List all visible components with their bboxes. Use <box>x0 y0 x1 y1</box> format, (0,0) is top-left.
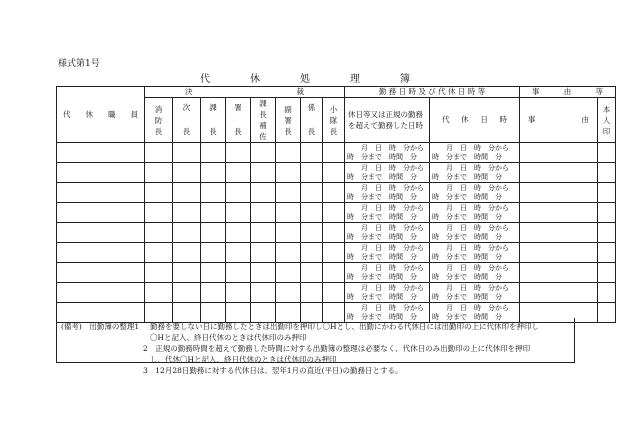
ledger-cell <box>276 183 301 203</box>
ledger-cell <box>173 223 201 243</box>
inkan-cell <box>598 163 616 183</box>
remark-2b: し、代休〇Hと記入、終日代休のときは代休印のみ押印 <box>150 355 337 364</box>
ledger-row <box>57 163 616 183</box>
ledger-cell <box>145 143 173 163</box>
inkan-cell <box>598 283 616 303</box>
ledger-cell <box>301 183 323 203</box>
ledger-cell <box>201 283 226 303</box>
ledger-cell <box>201 243 226 263</box>
shokuin-cell <box>57 183 145 203</box>
kinmu-nichiji-cell: 月 日 時 分から 時 分まで 時間 分 <box>345 303 430 323</box>
ledger-cell <box>173 183 201 203</box>
remarks-label: (備考) 出勤簿の整理1 <box>61 322 140 331</box>
ledger-cell <box>520 223 598 243</box>
ledger-cell <box>323 163 345 183</box>
ledger-table <box>56 86 616 323</box>
header-jiyu-tou: 事 由 等 <box>520 87 616 98</box>
ledger-cell <box>145 163 173 183</box>
daikyu-nichiji-cell: 月 日 時 分から 時 分まで 時間 分 <box>430 263 520 283</box>
inkan-cell <box>598 263 616 283</box>
title-char: 代 <box>200 74 210 85</box>
title-char: 簿 <box>400 74 410 85</box>
ledger-cell <box>520 283 598 303</box>
shokuin-cell <box>57 283 145 303</box>
inkan-cell <box>598 143 616 163</box>
ledger-cell <box>173 163 201 183</box>
ledger-cell <box>301 143 323 163</box>
inkan-cell <box>598 203 616 223</box>
ledger-cell <box>323 143 345 163</box>
header-fukushochou: 副 署 長 <box>276 98 301 143</box>
daikyu-nichiji-cell: 月 日 時 分から 時 分まで 時間 分 <box>430 243 520 263</box>
ledger-cell <box>276 223 301 243</box>
header-jicho: 次 長 <box>173 98 201 143</box>
ledger-cell <box>201 183 226 203</box>
ledger-cell <box>201 223 226 243</box>
header-kinmu-nichiji: 勤 務 日 時 及 び 代 休 日 時 等 <box>345 87 520 98</box>
header-shochou: 署 長 <box>226 98 251 143</box>
ledger-cell <box>251 243 276 263</box>
ledger-cell <box>520 143 598 163</box>
ledger-cell <box>201 263 226 283</box>
header-kakarichou: 係 長 <box>301 98 323 143</box>
ledger-cell <box>251 183 276 203</box>
header-daikyu-shokuin: 代 休 職 員 <box>57 87 145 143</box>
header-row-top <box>57 87 616 98</box>
ledger-cell <box>173 243 201 263</box>
ledger-cell <box>276 203 301 223</box>
ledger-cell <box>226 223 251 243</box>
page-title <box>200 70 410 85</box>
ledger-cell <box>301 263 323 283</box>
title-char: 理 <box>350 74 360 85</box>
shokuin-cell <box>57 263 145 283</box>
ledger-cell <box>251 223 276 243</box>
ledger-cell <box>173 283 201 303</box>
ledger-cell <box>201 163 226 183</box>
ledger-row <box>57 243 616 263</box>
ledger-cell <box>173 203 201 223</box>
ledger-cell <box>145 263 173 283</box>
ledger-row <box>57 223 616 243</box>
ledger-cell <box>276 243 301 263</box>
kinmu-nichiji-cell: 月 日 時 分から 時 分まで 時間 分 <box>345 203 430 223</box>
ledger-cell <box>301 283 323 303</box>
header-kachouhosa: 課 長 補 佐 <box>251 98 276 143</box>
ledger-cell <box>251 143 276 163</box>
ledger-row <box>57 183 616 203</box>
remark-1b: 〇Hと記入、終日代休のときは代休印のみ押印 <box>150 333 307 342</box>
ledger-cell <box>276 163 301 183</box>
ledger-cell <box>226 243 251 263</box>
header-kachou: 課 長 <box>201 98 226 143</box>
ledger-cell <box>301 243 323 263</box>
daikyu-nichiji-cell: 月 日 時 分から 時 分まで 時間 分 <box>430 203 520 223</box>
ledger-row <box>57 143 616 163</box>
ledger-cell <box>201 143 226 163</box>
ledger-cell <box>276 283 301 303</box>
header-daikyu-nichiji: 代 休 日 時 <box>430 98 520 143</box>
shokuin-cell <box>57 243 145 263</box>
ledger-cell <box>323 223 345 243</box>
remarks <box>56 318 575 375</box>
ledger-row <box>57 283 616 303</box>
header-honnin-in: 本 人 印 <box>598 98 616 143</box>
daikyu-nichiji-cell: 月 日 時 分から 時 分まで 時間 分 <box>430 183 520 203</box>
daikyu-nichiji-cell: 月 日 時 分から 時 分まで 時間 分 <box>430 143 520 163</box>
ledger-cell <box>323 243 345 263</box>
kinmu-nichiji-cell: 月 日 時 分から 時 分まで 時間 分 <box>345 143 430 163</box>
ledger-cell <box>226 203 251 223</box>
ledger-cell <box>226 263 251 283</box>
ledger-cell <box>145 243 173 263</box>
daikyu-nichiji-cell: 月 日 時 分から 時 分まで 時間 分 <box>430 223 520 243</box>
ledger-cell <box>145 223 173 243</box>
ledger-cell <box>226 183 251 203</box>
daikyu-nichiji-cell: 月 日 時 分から 時 分まで 時間 分 <box>430 283 520 303</box>
ledger-cell <box>520 203 598 223</box>
ledger-cell <box>301 203 323 223</box>
ledger-cell <box>251 283 276 303</box>
ledger-cell <box>276 143 301 163</box>
ledger-cell <box>226 143 251 163</box>
kinmu-nichiji-cell: 月 日 時 分から 時 分まで 時間 分 <box>345 163 430 183</box>
shokuin-cell <box>57 203 145 223</box>
ledger-cell <box>520 183 598 203</box>
shokuin-cell <box>57 223 145 243</box>
ledger-row <box>57 203 616 223</box>
ledger-cell <box>173 143 201 163</box>
shokuin-cell <box>57 143 145 163</box>
inkan-cell <box>598 183 616 203</box>
kinmu-nichiji-cell: 月 日 時 分から 時 分まで 時間 分 <box>345 183 430 203</box>
kinmu-nichiji-cell: 月 日 時 分から 時 分まで 時間 分 <box>345 223 430 243</box>
header-shouchou: 小 隊 長 <box>323 98 345 143</box>
ledger-cell <box>276 263 301 283</box>
ledger-cell <box>323 203 345 223</box>
ledger-cell <box>323 283 345 303</box>
ledger-cell <box>301 163 323 183</box>
kinmu-nichiji-cell: 月 日 時 分から 時 分まで 時間 分 <box>345 263 430 283</box>
header-kyuujitsu-kinmu: 休日等又は正規の勤務 を超えて勤務した日時 <box>345 98 430 143</box>
inkan-cell <box>598 223 616 243</box>
header-jiyu: 事 由 <box>520 98 598 143</box>
ledger-cell <box>520 263 598 283</box>
inkan-cell <box>598 303 616 323</box>
remark-1a: 勤務を要しない日に勤務したときは出勤印を押印し〇Hとし、出勤にかわる代休日には出勤印の上に代休印を押印し <box>150 322 540 331</box>
title-char: 休 <box>250 74 260 85</box>
ledger-cell <box>145 283 173 303</box>
ledger-cell <box>520 243 598 263</box>
ledger-row <box>57 263 616 283</box>
title-char: 処 <box>300 74 310 85</box>
header-shoboucho: 消 防 長 <box>145 98 173 143</box>
daikyu-nichiji-cell: 月 日 時 分から 時 分まで 時間 分 <box>430 163 520 183</box>
form-number: 様式第1号 <box>58 59 100 69</box>
ledger-cell <box>323 263 345 283</box>
inkan-cell <box>598 243 616 263</box>
ledger-cell <box>145 183 173 203</box>
header-kessai: 決 裁 <box>145 87 345 98</box>
kinmu-nichiji-cell: 月 日 時 分から 時 分まで 時間 分 <box>345 243 430 263</box>
ledger-cell <box>520 163 598 183</box>
ledger-cell <box>251 163 276 183</box>
ledger-cell <box>251 263 276 283</box>
remark-3: 3 12月28日勤務に対する代休日は、翌年1月の直近(平日)の勤務日とする。 <box>143 366 403 375</box>
ledger-cell <box>323 183 345 203</box>
ledger-cell <box>226 283 251 303</box>
ledger-cell <box>145 203 173 223</box>
remark-2a: 2 正規の勤務時間を超えて勤務した時間に対する出勤簿の整理は必要なく、代休日のみ出勤印の上に代休印を押印 <box>143 344 531 353</box>
ledger-cell <box>226 163 251 183</box>
ledger-cell <box>173 263 201 283</box>
ledger-cell <box>251 203 276 223</box>
shokuin-cell <box>57 163 145 183</box>
daikyu-nichiji-cell: 月 日 時 分から 時 分まで 時間 分 <box>430 303 520 323</box>
ledger-cell <box>201 203 226 223</box>
kinmu-nichiji-cell: 月 日 時 分から 時 分まで 時間 分 <box>345 283 430 303</box>
ledger-cell <box>301 223 323 243</box>
